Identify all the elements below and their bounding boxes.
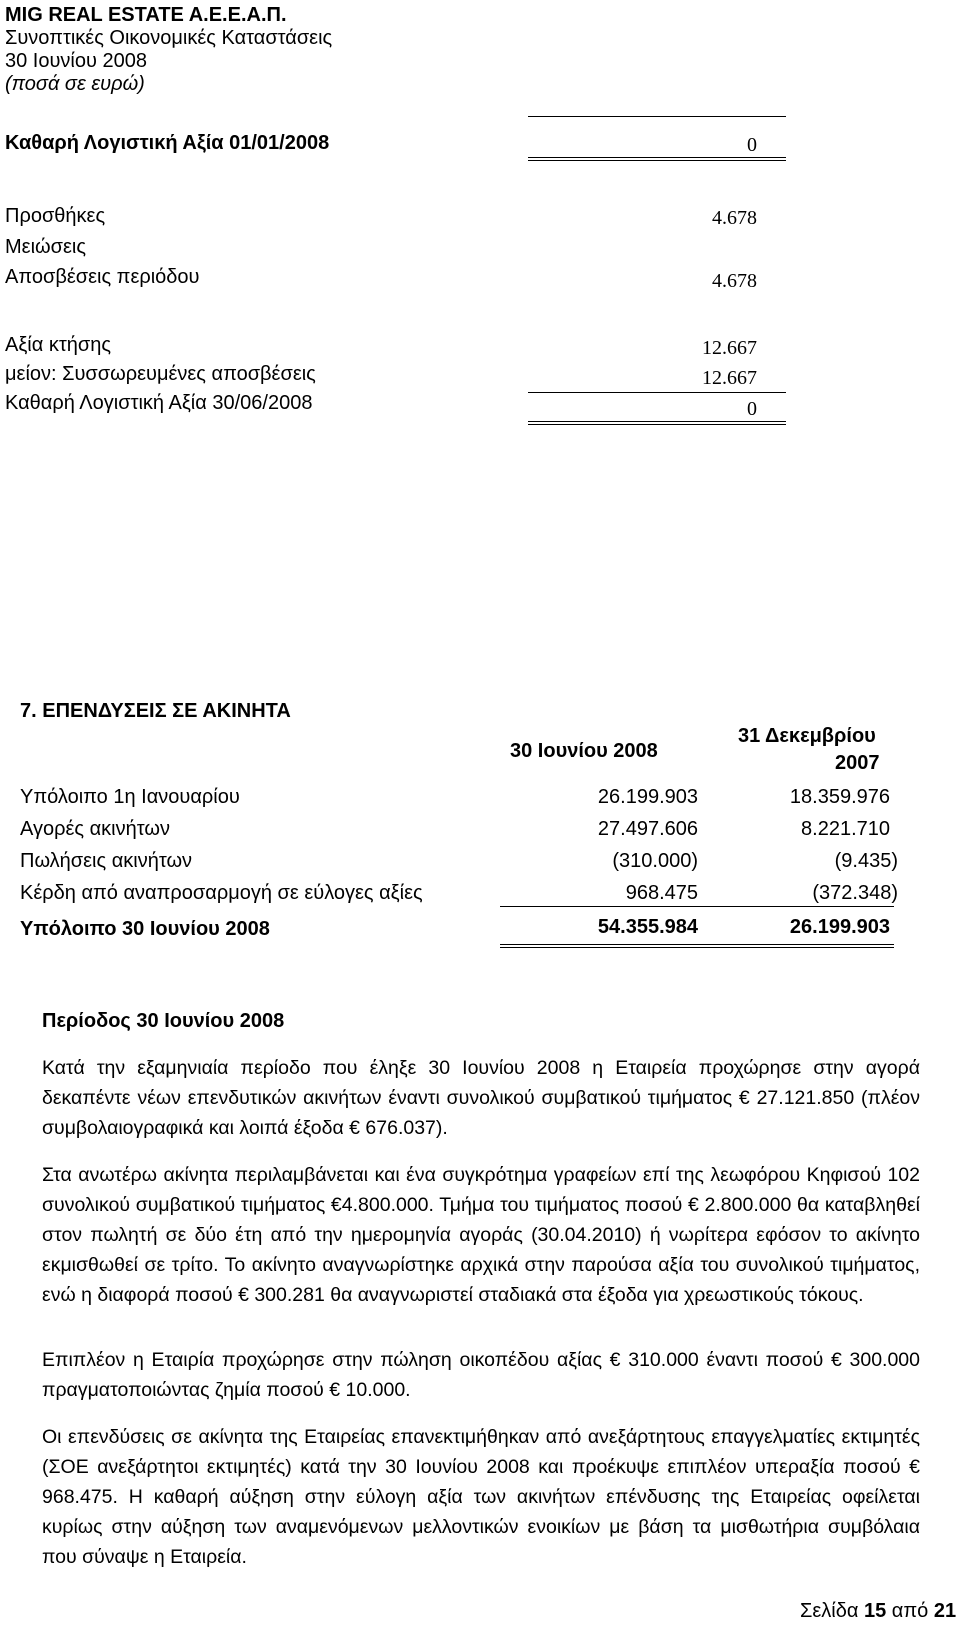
total-2007: 26.199.903 (789, 916, 890, 938)
depreciation-value: 4.678 (712, 270, 757, 292)
paragraph-office-complex: Στα ανωτέρω ακίνητα περιλαμβάνεται και ένα συγκρότημα γραφείων επί της λεωφόρου Κηφισού 102 συνολικού συμβατικού τιμήματος €4.800.000. Τμήμα του τιμήματος ποσού € 2.800.000 θα καταβληθεί στον πωλητή σε δύο έτη από την ημερομηνία αγοράς (30.04.2010) ή νωρίτερα εφόσον το ακίνητο εκμισθωθεί σε τρίτο. Το ακίνητο αναγνωρίστηκε αρχικά στην παρούσα αξία του συνολικού τιμήματος, ενώ η διαφορά ποσού € 300.281 θα αναγνωριστεί σταδιακά στα έξοδα για χρεωστικούς τόκους. (42, 1164, 920, 1306)
total-label: Υπόλοιπο 30 Ιουνίου 2008 (20, 918, 270, 940)
depreciation-label: Αποσβέσεις περιόδου (5, 266, 200, 288)
section-title: 7. ΕΠΕΝΔΥΣΕΙΣ ΣΕ ΑΚΙΝΗΤΑ (20, 700, 291, 722)
row-label-purchases: Αγορές ακινήτων (20, 818, 170, 840)
page-footer (800, 1600, 956, 1623)
total-2008: 54.355.984 (597, 916, 698, 938)
row-2008-sales: (310.000) (612, 850, 698, 872)
closing-nbv-label: Καθαρή Λογιστική Αξία 30/06/2008 (5, 392, 313, 414)
row-label-fair-value: Κέρδη από αναπροσαρμογή σε εύλογες αξίες (20, 882, 423, 904)
footer-mid: από (886, 1600, 934, 1622)
footer-prefix: Σελίδα (800, 1600, 864, 1622)
paragraph-purchases: Κατά την εξαμηνιαία περίοδο που έληξε 30 Ιουνίου 2008 η Εταιρεία προχώρησε στην αγορά δεκαπέντε νέων επενδυτικών ακινήτων έναντι συνολικού συμβατικού τιμήματος € 27.121.850 (πλέον συμβολαιογραφικά και λοιπά έξοδα € 676.037). (42, 1057, 920, 1139)
row-2007-sales: (9.435) (834, 850, 898, 872)
row-2008-purchases: 27.497.606 (597, 818, 698, 840)
accumulated-depreciation-label: μείον: Συσσωρευμένες αποσβέσεις (5, 363, 316, 385)
currency-note: (ποσά σε ευρώ) (5, 73, 145, 95)
row-label-sales: Πωλήσεις ακινήτων (20, 850, 193, 872)
paragraph-land-sale: Επιπλέον η Εταιρία προχώρησε στην πώληση οικοπέδου αξίας € 310.000 έναντι ποσού € 300.000 πραγματοποιώντας ζημία ποσού € 10.000. (42, 1349, 920, 1401)
top-rule (528, 116, 786, 117)
row-2007-purchases: 8.221.710 (801, 818, 890, 840)
footer-page-number: 15 (863, 1600, 887, 1622)
footer-total-pages: 21 (933, 1600, 957, 1622)
opening-double-rule (528, 157, 786, 161)
opening-nbv-label: Καθαρή Λογιστική Αξία 01/01/2008 (5, 132, 330, 154)
col-header-2007-line1: 31 Δεκεμβρίου (738, 725, 876, 747)
period-title: Περίοδος 30 Ιουνίου 2008 (42, 1010, 285, 1032)
closing-double-rule (528, 421, 786, 425)
additions-label: Προσθήκες (5, 205, 106, 227)
additions-value: 4.678 (712, 207, 757, 229)
company-name: MIG REAL ESTATE A.E.E.A.Π. (5, 4, 287, 26)
accumulated-depreciation-value: 12.667 (702, 367, 757, 389)
closing-nbv-value: 0 (747, 398, 757, 420)
report-date: 30 Ιουνίου 2008 (5, 50, 147, 72)
row-2007-opening: 18.359.976 (789, 786, 890, 808)
paragraph-revaluation: Οι επενδύσεις σε ακίνητα της Εταιρείας επανεκτιμήθηκαν από ανεξάρτητους επαγγελματίες εκτιμητές (ΣΟΕ ανεξάρτητοι εκτιμητές) κατά την 30 Ιουνίου 2008 και προέκυψε επιπλέον υπεραξία ποσού € 968.475. Η καθαρή αύξηση στην εύλογη αξία των ακινήτων επένδυσης της Εταιρείας οφείλεται κυρίως στην αύξηση των αναμενόμενων μελλοντικών ενοικίων με βάση τα μισθωτήρια συμβόλαια που σύναψε η Εταιρεία. (42, 1426, 920, 1568)
section7-subtotal-rule (500, 906, 894, 907)
row-label-opening: Υπόλοιπο 1η Ιανουαρίου (20, 786, 240, 808)
col-header-2008: 30 Ιουνίου 2008 (510, 740, 658, 762)
cost-label: Αξία κτήσης (5, 334, 111, 356)
row-2007-fair-value: (372.348) (812, 882, 898, 904)
col-header-2007-line2: 2007 (835, 752, 880, 774)
row-2008-opening: 26.199.903 (597, 786, 698, 808)
reductions-label: Μειώσεις (5, 236, 86, 258)
subtotal-rule (528, 392, 786, 393)
opening-nbv-value: 0 (747, 134, 757, 156)
report-subtitle: Συνοπτικές Οικονομικές Καταστάσεις (5, 27, 333, 49)
section7-total-double-rule (500, 944, 894, 948)
cost-value: 12.667 (702, 337, 757, 359)
row-2008-fair-value: 968.475 (625, 882, 698, 904)
